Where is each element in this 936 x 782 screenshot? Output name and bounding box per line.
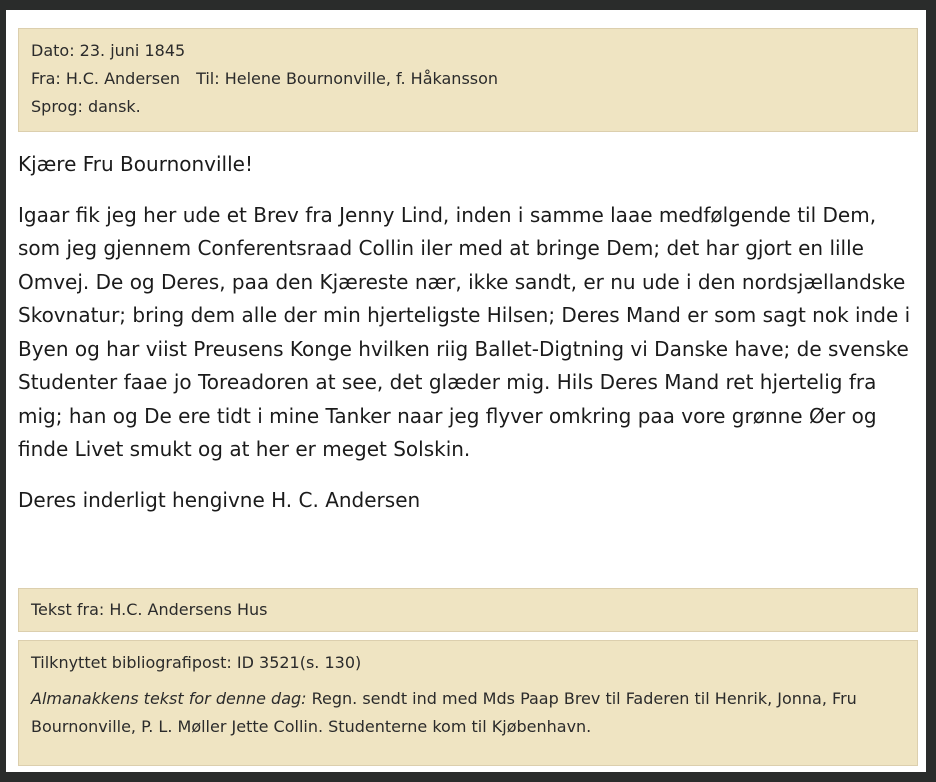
text-source-panel bbox=[18, 588, 918, 632]
text-source: Tekst fra: H.C. Andersens Hus bbox=[31, 600, 268, 619]
letter-sender-recipient bbox=[31, 65, 905, 93]
almanac-text: Regn. sendt ind med Mds Paap Brev til Faderen til Henrik, Jonna, Fru Bournonville, P. L. Møller Jette Collin. Studenterne kom til Kjøbenhavn. bbox=[31, 689, 857, 736]
letter-language: Sprog: dansk. bbox=[31, 97, 141, 116]
almanac-entry bbox=[31, 685, 905, 741]
letter-sender: Fra: H.C. Andersen bbox=[31, 69, 181, 88]
letter-closing: Deres inderligt hengivne H. C. Andersen bbox=[18, 487, 421, 512]
letter-date: Dato: 23. juni 1845 bbox=[31, 41, 186, 60]
letter-text bbox=[18, 148, 918, 517]
letter-salutation: Kjære Fru Bournonville! bbox=[18, 152, 253, 176]
letter-body: Igaar fik jeg her ude et Brev fra Jenny Lind, inden i samme laae medfølgende til Dem, som jeg gjennem Conferentsraad Collin iler med at bringe Dem; det har gjort en lille Omvej. De og Deres, paa den Kjæreste nær, ikke sandt, er nu ude i den nordsjællandske Skovnatur; bring dem alle der min hjerteligste Hilsen; Deres Mand er som sagt nok inde i Byen og har viist Preusens Konge hvilken riig Ballet-Digtning vi Danske have; de svenske Studenter faae jo Toreadoren at see, det glæder mig. Hils Deres Mand ret hjertelig fra mig; han og De ere tidt i mine Tanker naar jeg flyver omkring paa vore grønne Øer og finde Livet smukt og at her er meget Solskin. bbox=[18, 202, 911, 461]
bibliography-id: Tilknyttet bibliografipost: ID 3521(s. 130) bbox=[31, 653, 362, 672]
letter-metadata-panel bbox=[18, 28, 918, 132]
letter-page bbox=[6, 10, 926, 772]
almanac-label: Almanakkens tekst for denne dag: bbox=[31, 689, 307, 708]
bibliography-panel bbox=[18, 640, 918, 766]
letter-recipient: Til: Helene Bournonville, f. Håkansson bbox=[196, 69, 499, 88]
